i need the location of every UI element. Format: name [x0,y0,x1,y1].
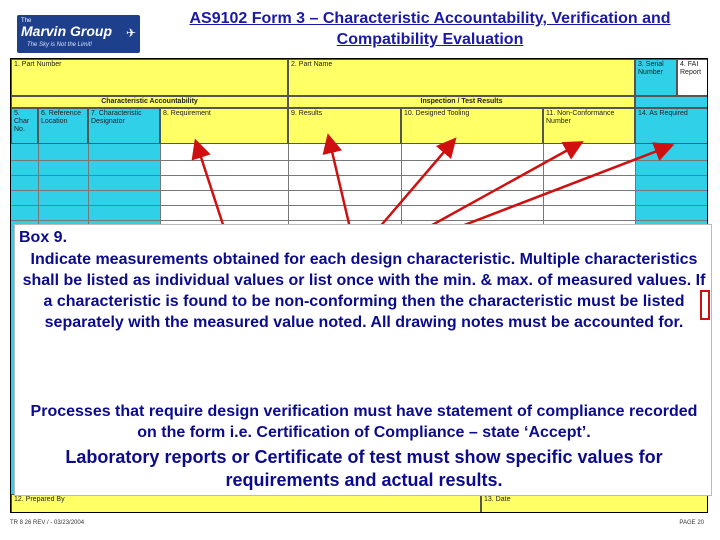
col-non-conformance: 11. Non-Conformance Number [543,108,635,144]
logo-name: Marvin Group [21,23,113,39]
arrow-results [330,143,350,228]
serial-number-field: 3. Serial Number [635,59,677,96]
col-characteristic-designator: 7. Characteristic Designator [88,108,160,144]
airplane-icon: ✈ [125,26,136,40]
logo-tagline: The Sky is Not the Limit! [27,42,93,48]
part-number-field: 1. Part Number [11,59,288,96]
footer-revision: TR 8 26 REV / - 03/23/2004 [10,520,85,526]
col-designed-tooling: 10. Designed Tooling [401,108,543,144]
fai-report-field: 4. FAI Report [677,59,708,96]
col-results: 9. Results [288,108,401,144]
section-inspection-results: Inspection / Test Results [288,96,635,108]
box9-paragraph-1: Indicate measurements obtained for each design characteristic. Multiple characteristics shall be listed as individual values or list once with the min. & max. of measured values. If a characteristic is found to be non-conforming then the characteristic must be listed separately with the measured value noted. All drawing notes must be accounted for. [22,251,706,331]
col-requirement: 8. Requirement [160,108,288,144]
col-char-no: 5. Char No. [11,108,38,144]
prepared-by-field: 12. Prepared By [11,494,481,513]
box9-paragraph-2: Processes that require design verification must have statement of compliance recorded on the form i.e. Certification of Compliance – state ‘Accept’. [30,403,698,441]
box9-paragraph-3: Laboratory reports or Certificate of test must show specific values for requirements and actual results. [65,447,663,490]
box9-instructions [14,224,712,496]
footer-page: PAGE 20 [679,520,704,526]
part-name-field: 2. Part Name [288,59,635,96]
section-characteristic-accountability: Characteristic Accountability [11,96,288,108]
col-as-required: 14. As Required [635,108,708,144]
box9-heading: Box 9. [19,229,68,246]
logo-the: The [21,18,32,24]
date-field: 13. Date [481,494,708,513]
page-title: AS9102 Form 3 – Characteristic Accountability, Verification and Compatibility Evaluation [189,10,671,48]
highlight-box [700,290,710,320]
col-reference-location: 6. Reference Location [38,108,88,144]
